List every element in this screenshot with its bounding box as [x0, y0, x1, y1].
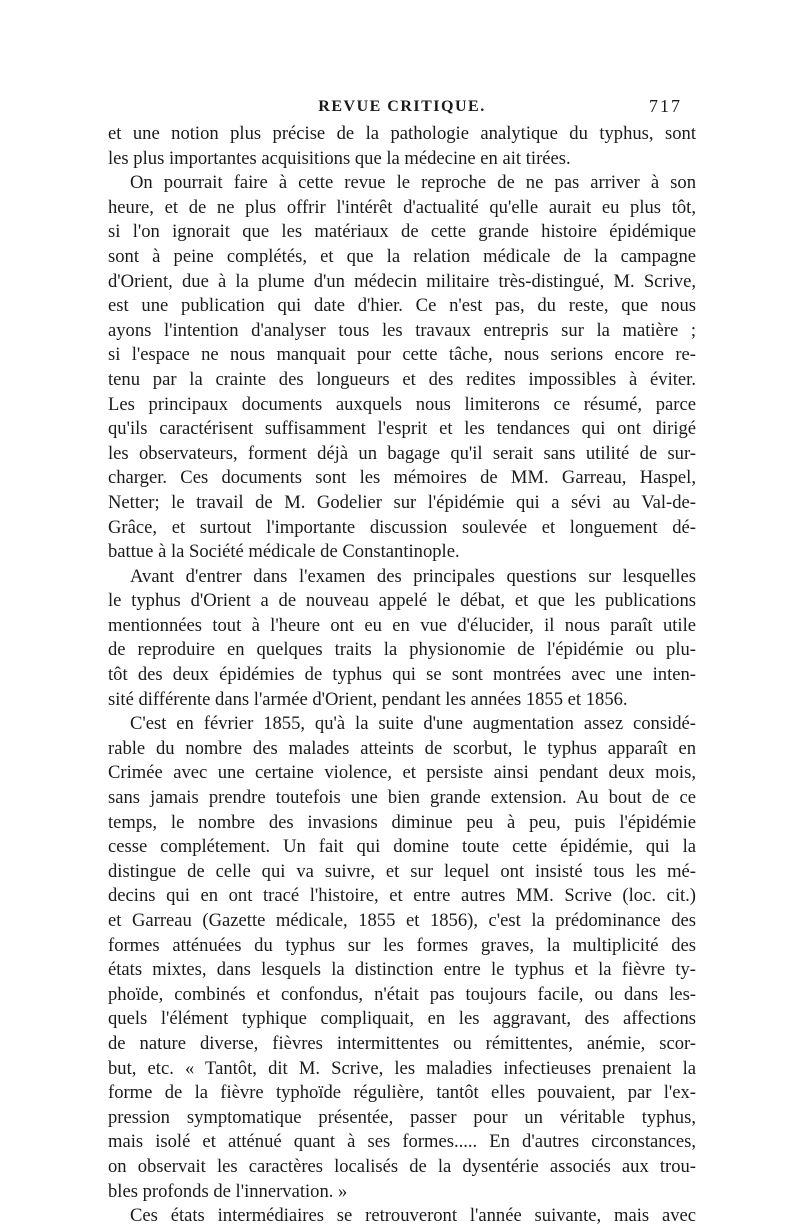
paragraph: [108, 122, 696, 171]
text-line: si l'espace ne nous manquait pour cette tâche, nous serions encore re-: [108, 344, 696, 366]
text-line: mais isolé et atténué quant à ses formes..... En d'autres circonstances,: [108, 1131, 696, 1153]
text-line: de reproduire en quelques traits la physionomie de l'épidémie ou plu-: [108, 639, 696, 661]
text-line: le typhus d'Orient a de nouveau appelé le débat, et que les publications: [108, 590, 696, 612]
text-line: bles profonds de l'innervation. »: [108, 1180, 348, 1202]
text-line: ayons l'intention d'analyser tous les travaux entrepris sur la matière ;: [108, 319, 696, 341]
text-line: sont à peine complétés, et que la relation médicale de la campagne: [108, 245, 696, 267]
text-line: Crimée avec une certaine violence, et persiste ainsi pendant deux mois,: [108, 762, 696, 784]
text-line: tôt des deux épidémies de typhus qui se sont montrées avec une inten-: [108, 664, 696, 686]
text-line: heure, et de ne plus offrir l'intérêt d'actualité qu'elle aurait eu plus tôt,: [108, 196, 696, 218]
text-line: charger. Ces documents sont les mémoires de MM. Garreau, Haspel,: [108, 467, 696, 489]
body-text: [108, 122, 696, 1229]
text-line: rable du nombre des malades atteints de scorbut, le typhus apparaît en: [108, 737, 696, 759]
text-line: C'est en février 1855, qu'à la suite d'une augmentation assez considé-: [130, 713, 696, 735]
text-line: si l'on ignorait que les matériaux de cette grande histoire épidémique: [108, 221, 696, 243]
text-line: les plus importantes acquisitions que la médecine en ait tirées.: [108, 147, 571, 169]
text-line: quels l'élément typhique compliquait, en les aggravant, des affections: [108, 1008, 696, 1030]
text-line: distingue de celle qui va suivre, et sur lequel ont insisté tous les mé-: [108, 860, 696, 882]
text-line: temps, le nombre des invasions diminue peu à peu, puis l'épidémie: [108, 811, 696, 833]
text-line: decins qui en ont tracé l'histoire, et entre autres MM. Scrive (loc. cit.): [108, 885, 696, 907]
text-line: de nature diverse, fièvres intermittentes ou rémittentes, anémie, scor-: [108, 1032, 696, 1054]
text-line: est une publication qui date d'hier. Ce n'est pas, du reste, que nous: [108, 295, 696, 317]
text-line: on observait les caractères localisés de la dysentérie associés aux trou-: [108, 1155, 696, 1177]
paragraph: [108, 1204, 696, 1229]
text-line: battue à la Société médicale de Constantinople.: [108, 541, 460, 563]
text-line: mentionnées tout à l'heure ont eu en vue d'élucider, il nous paraît utile: [108, 614, 696, 636]
text-line: qu'ils caractérisent suffisamment l'esprit et les tendances qui ont dirigé: [108, 418, 696, 440]
paragraph: [108, 712, 696, 1204]
text-line: Grâce, et surtout l'importante discussion soulevée et longuement dé-: [108, 516, 696, 538]
text-line: formes atténuées du typhus sur les formes graves, la multiplicité des: [108, 934, 696, 956]
text-line: sité différente dans l'armée d'Orient, pendant les années 1855 et 1856.: [108, 688, 628, 710]
text-line: sans jamais prendre toutefois une bien grande extension. Au bout de ce: [108, 787, 696, 809]
text-line: et Garreau (Gazette médicale, 1855 et 1856), c'est la prédominance des: [108, 910, 696, 931]
text-line: forme de la fièvre typhoïde régulière, tantôt elles pouvaient, par l'ex-: [108, 1082, 696, 1104]
text-line: Les principaux documents auxquels nous limiterons ce résumé, parce: [108, 393, 696, 415]
page-number: 717: [649, 96, 682, 116]
text-line: cesse complétement. Un fait qui domine toute cette épidémie, qui la: [108, 836, 696, 858]
text-line: Netter; le travail de M. Godelier sur l'épidémie qui a sévi au Val-de-: [108, 491, 696, 513]
text-line: phoïde, combinés et confondus, n'était pas toujours facile, ou dans les-: [108, 983, 696, 1005]
page-header: [108, 96, 696, 122]
text-line: les observateurs, forment déjà un bagage qu'il serait sans utilité de sur-: [108, 442, 696, 464]
text-line: d'Orient, due à la plume d'un médecin militaire très-distingué, M. Scrive,: [108, 270, 696, 292]
text-line: Ces états intermédiaires se retrouveront l'année suivante, mais avec: [130, 1205, 696, 1227]
text-line: Avant d'entrer dans l'examen des principales questions sur lesquelles: [130, 565, 696, 587]
paragraph: [108, 171, 696, 565]
text-line: On pourrait faire à cette revue le reproche de ne pas arriver à son: [130, 172, 696, 194]
text-line: pression symptomatique présentée, passer pour un véritable typhus,: [108, 1106, 696, 1128]
text-line: états mixtes, dans lesquels la distinction entre le typhus et la fièvre ty-: [108, 959, 696, 981]
text-line: tenu par la crainte des longueurs et des redites impossibles à éviter.: [108, 368, 696, 390]
running-title: REVUE CRITIQUE.: [318, 98, 486, 115]
text-line: et une notion plus précise de la pathologie analytique du typhus, sont: [108, 123, 696, 144]
text-line: but, etc. « Tantôt, dit M. Scrive, les maladies infectieuses prenaient la: [108, 1057, 696, 1079]
book-page: [108, 96, 696, 1229]
paragraph: [108, 565, 696, 713]
